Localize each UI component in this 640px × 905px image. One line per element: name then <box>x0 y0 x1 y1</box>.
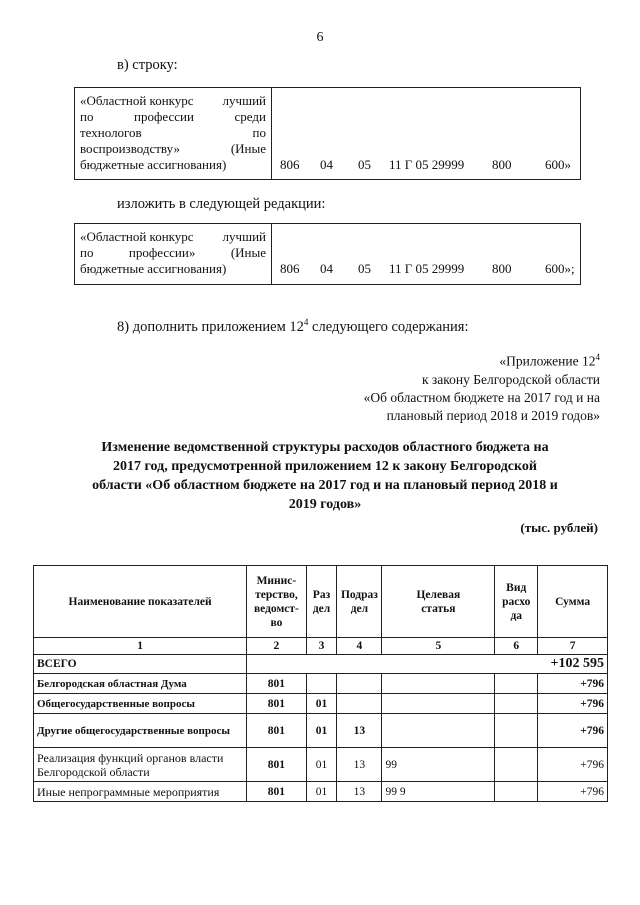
units-label: (тыс. рублей) <box>520 520 598 535</box>
box-code-2: 04 <box>320 261 333 276</box>
box-text-line: бюджетные ассигнования) <box>80 157 227 172</box>
header-sum: Сумма <box>538 566 608 638</box>
box-text-line: «Областной конкурс лучший <box>80 93 266 108</box>
table-row <box>34 714 608 748</box>
cell-section: 01 <box>306 694 337 714</box>
col-num-1: 1 <box>34 638 247 655</box>
cell-name: Белгородская областная Дума <box>34 674 247 694</box>
total-sum: +102 595 <box>247 655 608 674</box>
cell-ministry: 801 <box>247 748 306 782</box>
col-num-6: 6 <box>495 638 538 655</box>
col-num-3: 3 <box>306 638 337 655</box>
col-num-7: 7 <box>538 638 608 655</box>
cell-target: 99 9 <box>382 782 495 802</box>
header-target: Целевая статья <box>382 566 495 638</box>
cell-subsection: 13 <box>337 782 382 802</box>
cell-type <box>495 674 538 694</box>
new-row-name <box>80 229 266 277</box>
cell-section: 01 <box>306 782 337 802</box>
cell-type <box>495 748 538 782</box>
header-subsection: Подраз дел <box>337 566 382 638</box>
box-text-line: бюджетные ассигнования) <box>80 261 227 276</box>
table-header-row <box>34 566 608 638</box>
table-row <box>34 694 608 714</box>
cell-section: 01 <box>306 714 337 748</box>
cell-target <box>382 674 495 694</box>
cell-type <box>495 694 538 714</box>
new-row-box <box>74 223 581 285</box>
cell-ministry: 801 <box>247 782 306 802</box>
intro-b-text: в) строку: <box>117 57 178 73</box>
old-row-name <box>80 93 266 173</box>
cell-target <box>382 694 495 714</box>
cell-name: Реализация функций органов власти Белгородской области <box>34 748 247 782</box>
box-code-1: 806 <box>280 157 300 172</box>
cell-sum: +796 <box>538 714 608 748</box>
box-text-line: воспроизводству» (Иные <box>80 141 266 156</box>
cell-name: Другие общегосударственные вопросы <box>34 714 247 748</box>
cell-target: 99 <box>382 748 495 782</box>
box-code-6: 600»; <box>545 261 575 276</box>
col-num-4: 4 <box>337 638 382 655</box>
col-num-5: 5 <box>382 638 495 655</box>
old-row-box <box>74 87 581 180</box>
cell-sum: +796 <box>538 674 608 694</box>
cell-subsection: 13 <box>337 714 382 748</box>
header-section: Раз дел <box>306 566 337 638</box>
cell-ministry: 801 <box>247 714 306 748</box>
table-row <box>34 782 608 802</box>
cell-sum: +796 <box>538 748 608 782</box>
box-code-4: 11 Г 05 29999 <box>389 261 465 276</box>
box-code-3: 05 <box>358 261 371 276</box>
page-number: 6 <box>316 30 324 45</box>
table-row <box>34 748 608 782</box>
box-code-2: 04 <box>320 157 333 172</box>
table-row-total <box>34 655 608 674</box>
cell-section <box>306 674 337 694</box>
box-code-5: 800 <box>492 157 512 172</box>
header-name: Наименование показателей <box>34 566 247 638</box>
cell-ministry: 801 <box>247 674 306 694</box>
cell-name: Общегосударственные вопросы <box>34 694 247 714</box>
cell-subsection <box>337 674 382 694</box>
replace-text: изложить в следующей редакции: <box>117 196 326 212</box>
box-code-3: 05 <box>358 157 371 172</box>
budget-table <box>33 565 608 802</box>
box-text-line: технологов по <box>80 125 266 140</box>
header-ministry: Минис- терство, ведомст- во <box>247 566 306 638</box>
cell-type <box>495 714 538 748</box>
document-title: Изменение ведомственной структуры расходов областного бюджета на 2017 год, предусмотренной приложением 12 к закону Белгородской области «Об областном бюджете на 2017 год и на плановый период 2018 и 2019 годов» <box>92 440 558 512</box>
box-code-5: 800 <box>492 261 512 276</box>
cell-subsection <box>337 694 382 714</box>
table-row <box>34 674 608 694</box>
table-number-row <box>34 638 608 655</box>
cell-sum: +796 <box>538 694 608 714</box>
box-code-1: 806 <box>280 261 300 276</box>
cell-type <box>495 782 538 802</box>
cell-target <box>382 714 495 748</box>
box-text-line: «Областной конкурс лучший <box>80 229 266 244</box>
box-text-line: по профессии» (Иные <box>80 245 266 260</box>
cell-subsection: 13 <box>337 748 382 782</box>
cell-ministry: 801 <box>247 694 306 714</box>
header-type: Вид расхо да <box>495 566 538 638</box>
box-text-line: по профессии среди <box>80 109 266 124</box>
col-num-2: 2 <box>247 638 306 655</box>
cell-name: Иные непрограммные мероприятия <box>34 782 247 802</box>
cell-sum: +796 <box>538 782 608 802</box>
cell-section: 01 <box>306 748 337 782</box>
appendix-header: «Приложение $12^4$ к закону Белгородской области «Об областном бюджете на 2017 год и на плановый период 2018 и 2019 годов» <box>363 352 600 423</box>
box-code-4: 11 Г 05 29999 <box>389 157 465 172</box>
item-8-text: 8) дополнить приложением $12^4$ следующего содержания: <box>117 317 469 335</box>
box-code-6: 600» <box>545 157 571 172</box>
total-label: ВСЕГО <box>34 655 247 674</box>
